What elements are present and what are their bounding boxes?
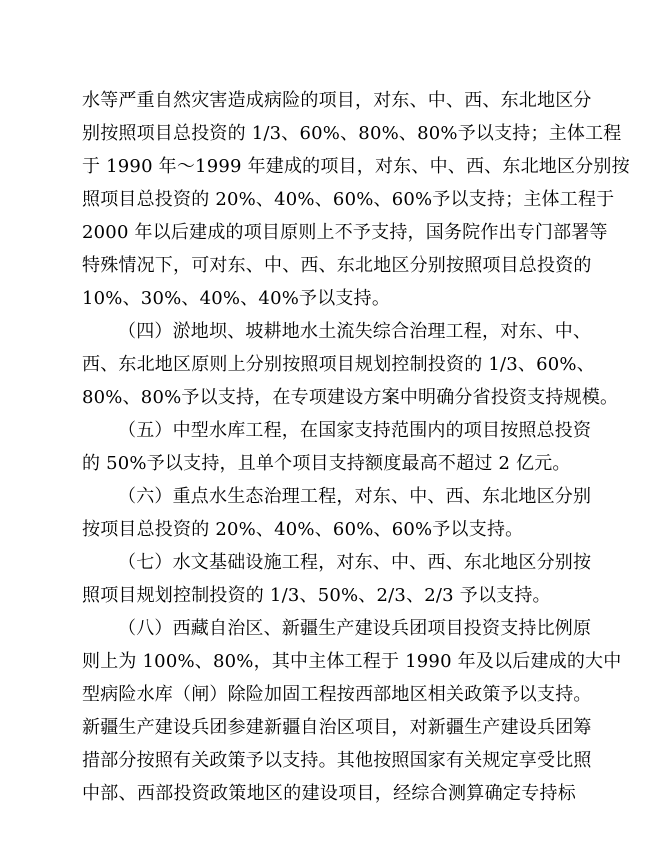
paragraph-first-line: （四）淤地坝、坡耕地水土流失综合治理工程，对东、中、 — [118, 321, 592, 342]
text-line: 措部分按照有关政策予以支持。其他按照国家有关规定享受比照 — [82, 750, 592, 771]
text-line: 西、东北地区原则上分别按照项目规划控制投资的 1/3、60%、 — [82, 354, 595, 375]
paragraph-first-line: （五）中型水库工程，在国家支持范围内的项目按照总投资 — [118, 420, 592, 441]
text-line: 型病险水库（闸）除险加固工程按西部地区相关政策予以支持。 — [82, 684, 592, 705]
paragraph-first-line: （七）水文基础设施工程，对东、中、西、东北地区分别按 — [118, 552, 592, 573]
text-line: 水等严重自然灾害造成病险的项目，对东、中、西、东北地区分 — [82, 90, 592, 111]
text-line: 2000 年以后建成的项目原则上不予支持，国务院作出专门部署等 — [82, 222, 608, 243]
paragraph-first-line: （六）重点水生态治理工程，对东、中、西、东北地区分别 — [118, 486, 592, 507]
text-line: 的 50%予以支持，且单个项目支持额度最高不超过 2 亿元。 — [82, 453, 571, 474]
text-line: 则上为 100%、80%，其中主体工程于 1990 年及以后建成的大中 — [82, 651, 622, 672]
text-line: 于 1990 年～1999 年建成的项目，对东、中、西、东北地区分别按 — [82, 156, 630, 177]
text-line: 中部、西部投资政策地区的建设项目，经综合测算确定专持标 — [82, 783, 576, 804]
text-line: 照项目总投资的 20%、40%、60%、60%予以支持；主体工程于 — [82, 189, 615, 210]
text-line: 80%、80%予以支持，在专项建设方案中明确分省投资支持规模。 — [82, 387, 619, 408]
text-line: 新疆生产建设兵团参建新疆自治区项目，对新疆生产建设兵团筹 — [82, 717, 592, 738]
text-line: 特殊情况下，可对东、中、西、东北地区分别按照项目总投资的 — [82, 255, 592, 276]
text-line: 照项目规划控制投资的 1/3、50%、2/3、2/3 予以支持。 — [82, 585, 551, 606]
text-line: 10%、30%、40%、40%予以支持。 — [82, 288, 391, 309]
paragraph-first-line: （八）西藏自治区、新疆生产建设兵团项目投资支持比例原 — [118, 618, 592, 639]
text-line: 别按照项目总投资的 1/3、60%、80%、80%予以支持；主体工程 — [82, 123, 622, 144]
text-line: 按项目总投资的 20%、40%、60%、60%予以支持。 — [82, 519, 524, 540]
